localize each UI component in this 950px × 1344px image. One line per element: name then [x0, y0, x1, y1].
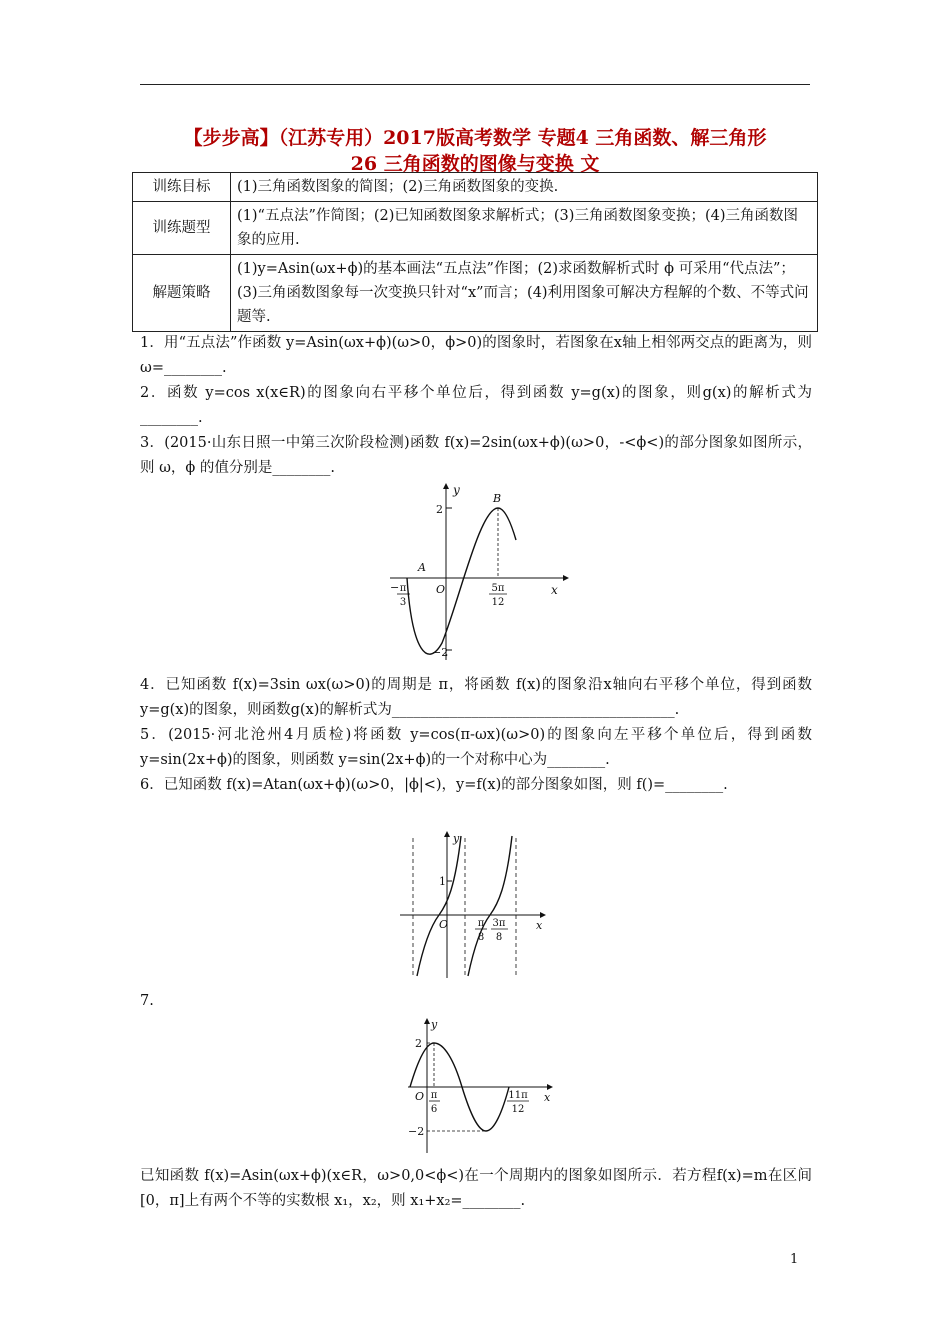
x-axis-label: x: [551, 583, 558, 597]
problem-3: 3．(2015·山东日照一中第三次阶段检测)函数 f(x)=2sin(ωx+ϕ)(ω>0，-<ϕ<)的部分图象如图所示，则 ω，ϕ 的值分别是________.: [140, 435, 812, 476]
x-axis-label: x: [536, 919, 543, 932]
figure-3-sine-graph: [396, 1015, 558, 1155]
table-row: [133, 202, 818, 255]
table-content: (1)y=Asin(ωx+ϕ)的基本画法“五点法”作图；(2)求函数解析式时 ϕ 可采用“代点法”；(3)三角函数图象每一次变换只针对“x”而言；(4)利用图象可解决方程解的个数、不等式问题等.: [231, 255, 818, 332]
tick-y-top-label: 2: [415, 1037, 422, 1050]
tick-y-bottom-label: −2: [408, 1125, 425, 1138]
tick-left-sign: −: [390, 581, 400, 594]
table-content: (1)“五点法”作简图；(2)已知函数图象求解析式；(3)三角函数图象变换；(4)三角函数图象的应用.: [231, 202, 818, 255]
tick-right-denominator: 12: [491, 597, 505, 608]
sine-curve: [407, 508, 516, 654]
figure-2-tangent-graph: [395, 828, 555, 980]
table-label: 训练目标: [133, 173, 231, 202]
tick2-denominator: 8: [495, 932, 503, 943]
tick1-denominator: 8: [477, 932, 485, 943]
y-axis-label: y: [453, 483, 460, 497]
table-content: (1)三角函数图象的简图；(2)三角函数图象的变换.: [231, 173, 818, 202]
problem-7: 已知函数 f(x)=Asin(ωx+ϕ)(x∈R，ω>0,0<ϕ<)在一个周期内的图象如图所示．若方程f(x)=m在区间[0，π]上有两个不等的实数根 x₁，x₂，则 x₁+x₂=________.: [140, 1168, 812, 1209]
point-a-label: A: [418, 561, 426, 574]
header-rule: [140, 84, 810, 85]
table-label: 训练题型: [133, 202, 231, 255]
tick-left-numerator: π: [399, 583, 407, 594]
tick-left-denominator: 3: [399, 597, 407, 608]
tick1-numerator: π: [477, 918, 485, 929]
table-label: 解题策略: [133, 255, 231, 332]
problem-4: 4．已知函数 f(x)=3sin ωx(ω>0)的周期是 π，将函数 f(x)的图象沿x轴向右平移个单位，得到函数 y=g(x)的图象，则函数g(x)的解析式为_______________________________________.: [140, 677, 812, 718]
problem-2: 2．函数 y=cos x(x∈R)的图象向右平移个单位后，得到函数 y=g(x)的图象，则g(x)的解析式为________.: [140, 385, 812, 426]
problem-7-number: 7.: [140, 993, 154, 1009]
problem-5: 5．(2015·河北沧州4月质检)将函数 y=cos(π-ωx)(ω>0)的图象向左平移个单位后，得到函数 y=sin(2x+ϕ)的图象，则函数 y=sin(2x+ϕ)的一个对称中心为________.: [140, 727, 812, 768]
tangent-branch: [468, 836, 512, 976]
tick2-numerator: 11π: [508, 1090, 528, 1101]
tick2-denominator: 12: [511, 1104, 525, 1115]
tick-y-top-label: 2: [436, 503, 443, 516]
tick-y-label: 1: [439, 875, 446, 888]
origin-label: O: [415, 1090, 425, 1103]
y-axis-label: y: [453, 832, 460, 845]
tick2-numerator: 3π: [492, 918, 506, 929]
origin-label: O: [439, 918, 449, 931]
table-row: [133, 173, 818, 202]
figure-1-sine-graph: [380, 478, 580, 668]
table-row: [133, 255, 818, 332]
tick-right-numerator: 5π: [491, 583, 505, 594]
page-number: 1: [790, 1252, 799, 1267]
origin-label: O: [436, 583, 446, 596]
problem-6: 6．已知函数 f(x)=Atan(ωx+ϕ)(ω>0，|ϕ|<)，y=f(x)的部分图象如图，则 f()=________.: [140, 777, 728, 793]
training-info-table: [132, 172, 818, 332]
tangent-branch: [417, 836, 461, 976]
x-axis-label: x: [544, 1091, 551, 1104]
document-title-line2: 26 三角函数的图像与变换 文: [350, 153, 600, 175]
document-title-line1: 【步步高】（江苏专用）2017版高考数学 专题4 三角函数、解三角形: [183, 127, 767, 149]
point-b-label: B: [493, 492, 502, 505]
problem-1: 1．用“五点法”作函数 y=Asin(ωx+ϕ)(ω>0，ϕ>0)的图象时，若图象在x轴上相邻两交点的距离为，则 ω=________.: [140, 335, 812, 376]
y-axis-label: y: [431, 1018, 438, 1031]
tick1-denominator: 6: [430, 1104, 438, 1115]
tick1-numerator: π: [430, 1090, 438, 1101]
tick-y-bottom-label: −2: [432, 646, 449, 659]
